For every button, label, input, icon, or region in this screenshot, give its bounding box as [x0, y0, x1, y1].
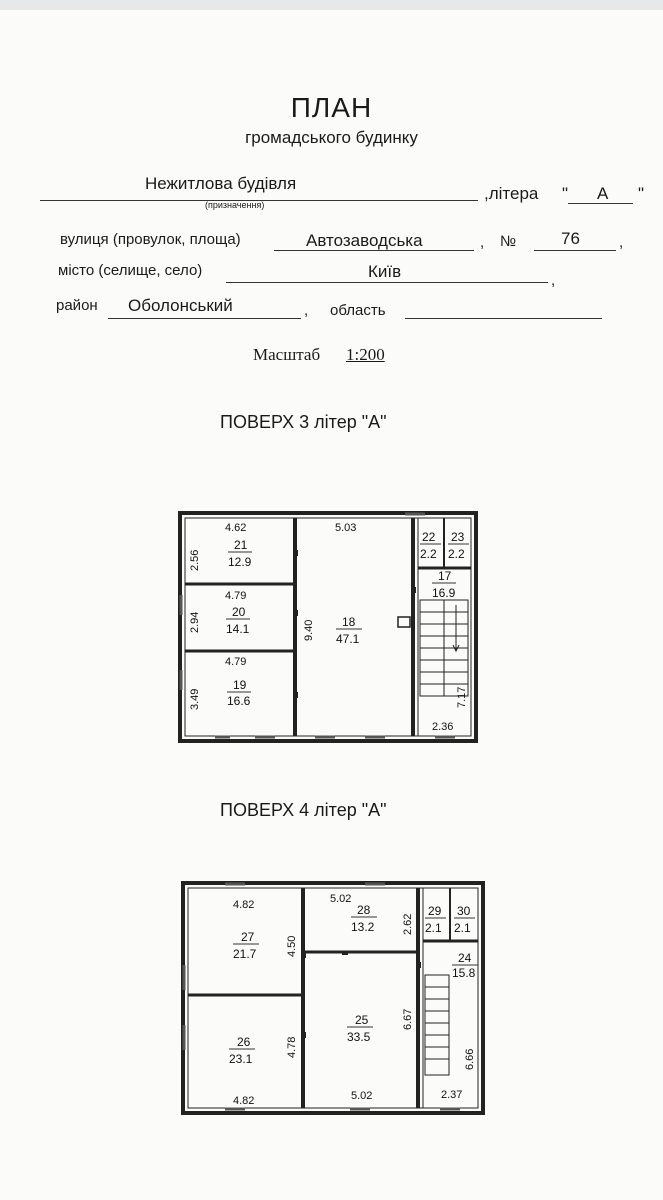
room-area-27: 21.7 [233, 947, 257, 961]
room-area-17: 16.9 [432, 586, 456, 600]
room-no-17: 17 [438, 569, 452, 583]
letter-open-quote: " [562, 184, 569, 203]
district-comma: , [304, 302, 309, 319]
dim-h-21: 2.56 [189, 549, 201, 571]
dim-w-27: 4.82 [233, 899, 255, 911]
scale-label: Масштаб [253, 345, 321, 364]
dim-w-25b: 5.02 [351, 1090, 373, 1102]
dim-w-28: 5.02 [330, 893, 352, 905]
room-no-29: 29 [428, 904, 442, 918]
page-title: ПЛАН [290, 92, 373, 123]
floor4-stairs [425, 975, 449, 1075]
number-underline [534, 250, 616, 251]
letter-value: А [597, 184, 609, 203]
region-underline [405, 318, 602, 319]
room-no-24: 24 [458, 951, 472, 965]
city-underline [226, 282, 548, 283]
room-no-28: 28 [357, 903, 371, 917]
room-no-23: 23 [451, 530, 465, 544]
city-comma: , [551, 272, 556, 289]
floor4-title: ПОВЕРХ 4 літер "А" [220, 800, 387, 820]
dim-w-19: 4.79 [225, 656, 247, 668]
city-value: Київ [368, 262, 402, 281]
floor3-column [398, 617, 410, 627]
dim-h-18: 9.40 [303, 619, 315, 641]
dim-w-26b: 4.82 [233, 1095, 255, 1107]
letter-label: ,літера [484, 184, 539, 203]
room-no-30: 30 [457, 904, 471, 918]
letter-underline [568, 203, 633, 204]
dim-h-25: 6.67 [402, 1008, 414, 1030]
dim-h-24: 6.66 [464, 1048, 476, 1070]
room-no-20: 20 [232, 605, 246, 619]
floor3-plan [170, 505, 485, 750]
room-area-26: 23.1 [229, 1052, 253, 1066]
dim-h-27: 4.50 [286, 935, 298, 957]
room-area-25: 33.5 [347, 1030, 371, 1044]
room-area-22: 2.2 [420, 547, 437, 561]
purpose-caption: (призначення) [205, 200, 265, 210]
dim-h-20: 2.94 [189, 611, 201, 633]
number-comma: , [619, 234, 624, 251]
dim-h-28: 2.62 [402, 913, 414, 935]
room-area-18: 47.1 [336, 632, 360, 646]
room-area-19: 16.6 [227, 694, 251, 708]
city-label: місто (селище, село) [58, 262, 203, 279]
page-subtitle: громадського будинку [245, 128, 418, 147]
room-area-28: 13.2 [351, 920, 375, 934]
dim-h-17: 7.17 [456, 686, 468, 708]
room-area-20: 14.1 [226, 622, 250, 636]
dim-h-19: 3.49 [189, 688, 201, 710]
district-underline [108, 318, 301, 319]
dim-w-21: 4.62 [225, 522, 247, 534]
number-value: 76 [561, 229, 580, 248]
purpose-value: Нежитлова будівля [145, 174, 297, 193]
number-label: № [500, 233, 517, 250]
street-underline [274, 250, 474, 251]
dim-w-20: 4.79 [225, 590, 247, 602]
room-no-21: 21 [234, 538, 248, 552]
room-area-30: 2.1 [454, 921, 471, 935]
street-comma: , [480, 234, 485, 251]
room-area-23: 2.2 [448, 547, 465, 561]
top-bar [0, 0, 663, 10]
room-no-25: 25 [355, 1013, 369, 1027]
room-area-29: 2.1 [425, 921, 442, 935]
letter-close-quote: " [638, 184, 645, 203]
floor3-stairs [420, 600, 468, 696]
region-label: область [330, 302, 386, 319]
dim-w-24b: 2.37 [441, 1089, 463, 1101]
room-no-22: 22 [422, 530, 436, 544]
district-value: Оболонський [128, 296, 233, 315]
district-label: район [56, 297, 98, 314]
floor4-plan [175, 875, 495, 1120]
room-no-19: 19 [233, 678, 247, 692]
room-no-26: 26 [237, 1035, 251, 1049]
scale-value: 1:200 [346, 345, 385, 364]
dim-h-26: 4.78 [286, 1036, 298, 1058]
room-no-27: 27 [241, 930, 255, 944]
street-label: вулиця (провулок, площа) [60, 231, 241, 248]
dim-w-17: 2.36 [432, 721, 454, 733]
dim-w-18: 5.03 [335, 522, 357, 534]
street-value: Автозаводська [306, 231, 423, 250]
room-area-24: 15.8 [452, 966, 476, 980]
floor3-title: ПОВЕРХ 3 літер "А" [220, 412, 387, 432]
room-no-18: 18 [342, 615, 356, 629]
room-area-21: 12.9 [228, 555, 252, 569]
